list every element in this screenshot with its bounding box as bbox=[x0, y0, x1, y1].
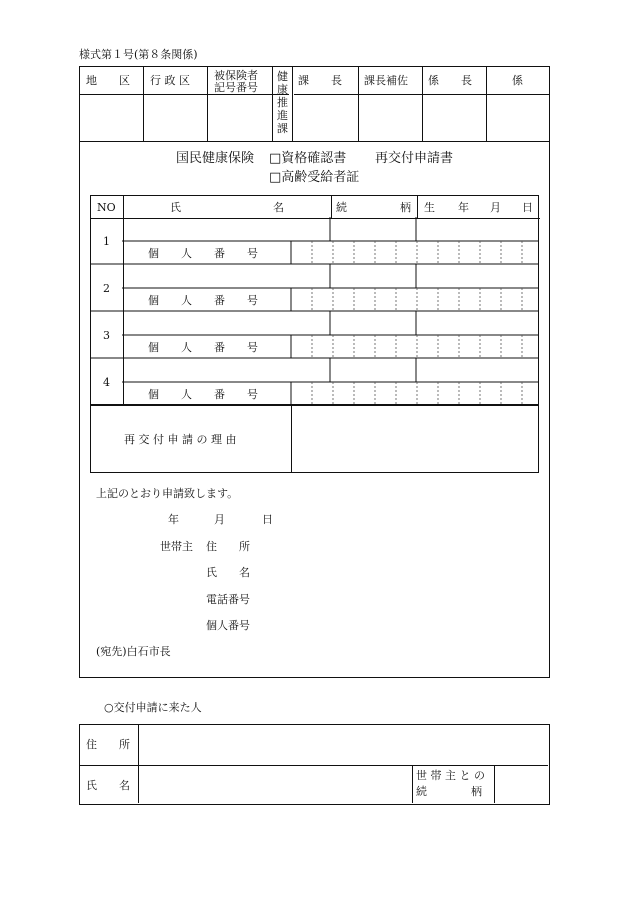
row-number-3: 3 bbox=[103, 329, 110, 342]
declaration-text: 上記のとおり申請致します。 bbox=[96, 487, 239, 500]
checkbox-qualification-card[interactable]: □資格確認書 bbox=[269, 151, 347, 166]
personal-number-label: 個 人 番 号 bbox=[148, 388, 258, 401]
proxy-relation-label-line2: 続 柄 bbox=[416, 785, 482, 798]
title-doc-type: 再交付申請書 bbox=[375, 151, 454, 166]
unit-chief-header: 係 長 bbox=[428, 74, 472, 87]
col-relation-header-2: 柄 bbox=[400, 201, 411, 214]
checkbox-elderly-card[interactable]: □高齢受給者証 bbox=[269, 170, 360, 185]
reissue-reason-field[interactable] bbox=[292, 406, 538, 472]
date-year-label: 年 bbox=[168, 513, 179, 526]
insured-number-header-line1: 被保険者 bbox=[214, 69, 258, 82]
dept-char: 推 bbox=[277, 96, 288, 109]
row-number-4: 4 bbox=[103, 376, 110, 389]
col-relation-header-1: 続 bbox=[336, 201, 347, 214]
col-birth-header-1: 生 bbox=[424, 201, 435, 214]
admin-area-header: 行 政 区 bbox=[150, 74, 190, 87]
deputy-chief-header: 課長補佐 bbox=[364, 74, 408, 87]
proxy-address-label: 住 所 bbox=[86, 738, 130, 751]
applicant-phone-label: 電話番号 bbox=[206, 593, 250, 606]
personal-number-label: 個 人 番 号 bbox=[148, 341, 258, 354]
insured-number-header-line2: 記号番号 bbox=[214, 81, 258, 94]
personal-number-label: 個 人 番 号 bbox=[148, 294, 258, 307]
head-of-household-label: 世帯主 bbox=[160, 540, 193, 553]
personal-number-label: 個 人 番 号 bbox=[148, 247, 258, 260]
date-day-label: 日 bbox=[262, 513, 273, 526]
col-no-header: NO bbox=[97, 201, 116, 214]
member-rows-grid bbox=[90, 217, 540, 407]
proxy-heading: ○交付申請に来た人 bbox=[104, 701, 202, 714]
section-chief-header: 課 長 bbox=[298, 74, 342, 87]
applicant-name-label: 氏 名 bbox=[206, 566, 250, 579]
col-birth-header-3: 月 bbox=[490, 201, 501, 214]
addressee-label: (宛先)白石市長 bbox=[96, 645, 171, 658]
proxy-name-label: 氏 名 bbox=[86, 779, 130, 792]
col-birth-header-2: 年 bbox=[458, 201, 469, 214]
col-birth-header-4: 日 bbox=[522, 201, 533, 214]
staff-header: 係 bbox=[512, 74, 523, 87]
dept-char: 健 bbox=[277, 70, 288, 83]
dept-char: 課 bbox=[277, 122, 288, 135]
district-header: 地 区 bbox=[86, 74, 130, 87]
row-number-1: 1 bbox=[103, 235, 110, 248]
row-number-2: 2 bbox=[103, 282, 110, 295]
dept-char: 康 bbox=[277, 83, 288, 96]
title-org: 国民健康保険 bbox=[176, 151, 255, 166]
date-month-label: 月 bbox=[214, 513, 225, 526]
applicant-personal-number-label: 個人番号 bbox=[206, 619, 250, 632]
dept-header bbox=[275, 70, 290, 135]
form-number-label: 様式第１号(第８条関係) bbox=[79, 48, 198, 61]
col-name-header-1: 氏 bbox=[170, 201, 181, 214]
col-name-header-2: 名 bbox=[273, 201, 284, 214]
proxy-relation-label-line1: 世 帯 主 と の bbox=[416, 769, 485, 782]
dept-char: 進 bbox=[277, 109, 288, 122]
reissue-reason-label: 再 交 付 申 請 の 理 由 bbox=[124, 433, 237, 446]
applicant-address-label: 住 所 bbox=[206, 540, 250, 553]
